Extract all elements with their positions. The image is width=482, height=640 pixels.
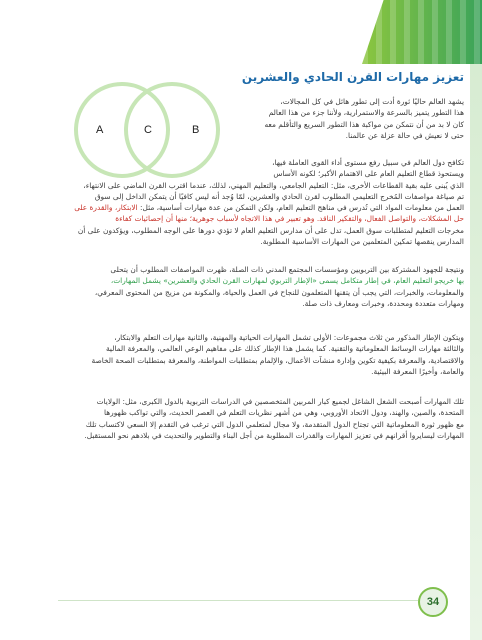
paragraph-line: ويتكون الإطار المذكور من ثلاث مجموعات: الأولى تشمل المهارات الحياتية والمهنية، والثانية مهارات التعلم والابتكار، bbox=[114, 333, 464, 342]
paragraph-line: ومهارات متعددة ومحددة، وخبرات ومعارف ذات صلة. bbox=[302, 298, 464, 308]
paragraph-4 bbox=[19, 332, 464, 377]
paragraph-line: المهارات ليسايروا أقرانهم في تعزيز المهارات والقدرات المطلوبة من أجل البناء والتطوير والتحديث في بلادهم نحو المستقبل. bbox=[84, 430, 464, 440]
paragraph-line: المتحدة، والصين، والهند، ودول الاتحاد الأوروبي، وهي من أشهر نظريات التعلم في العصر الحديث، والتي تواكب ظهورها bbox=[104, 408, 464, 418]
venn-label-a: A bbox=[96, 124, 104, 136]
paragraph-line: والاقتصادية، والمعرفة بكيفية تكوين وإدارة منشآت الأعمال، والإلمام بمتطلبات المواطنة، والمعرفة بمتطلبات الصحة الخاصة bbox=[91, 355, 464, 365]
page-number: 34 bbox=[418, 587, 448, 617]
venn-label-c: C bbox=[144, 124, 152, 136]
paragraph-line: ويستحوذ قطاع التعليم العام على الاهتمام الأكبر؛ لكونه الأساس bbox=[273, 169, 464, 179]
paragraph-1 bbox=[254, 96, 464, 141]
venn-label-b: B bbox=[192, 124, 200, 136]
paragraph-line: هذا التطور يتميز بالسرعة والاستمرارية، ولأننا جزء من هذا العالم bbox=[268, 108, 464, 118]
paragraph-text: العمل من معلومات المواد التي تُدرس في مناهج التعليم العام، ولكن التمكن من عدة مهارات أساسية، مثل: bbox=[140, 203, 464, 213]
paragraph-line: تم صياغة مواصفات المُخرج التعليمي المطلوب لقرن الحادي والعشرين، لمّا وُجد أنه ليس كافيًا أن يتمكن الداخل إلى سوق bbox=[94, 191, 464, 201]
paragraph-line: حتى لا نعيش في حالة عزلة عن عالمنا. bbox=[345, 130, 464, 140]
paragraph-3 bbox=[19, 264, 464, 309]
paragraph-line: المدارس ينقصها تمكين المتعلمين من المهارات الأساسية المطلوبة. bbox=[260, 237, 464, 247]
paragraph-line: مخرجات التعليم لمتطلبات سوق العمل، تدل على أن مدارس التعليم العام لا تؤدي دورها على الوجه المطلوب، ويؤكدون على أن bbox=[77, 225, 464, 235]
paragraph-line: والمعلومات، والخبرات، التي يجب أن يتقنها المتعلمون للنجاح في العمل والحياة، والمكونة من مزيج من المحتوى المعرفي، bbox=[94, 287, 464, 297]
paragraph-2 bbox=[19, 157, 464, 247]
paragraph-line: الذي يُبنى عليه بقية القطاعات الأخرى، مثل: التعليم الجامعي، والتعليم المهني، لذلك، عندما اقترب القرن الماضي على الانتهاء، bbox=[83, 180, 464, 190]
paragraph-line: تلك المهارات أصبحت الشغل الشاغل لجميع كبار المربين المتخصصين في الدراسات التربوية بالدول الكبرى، مثل: الولايات bbox=[96, 397, 464, 406]
paragraph-line: والعامة، وأخيرًا المعرفة البيئية. bbox=[371, 366, 464, 376]
paragraph-line: مع ظهور ثورة المعلوماتية التي تجتاح الدول المتقدمة، ولا مجال لمتعلمي الدول التي ترغب في التقدم إلا السعي لاكتساب تلك bbox=[85, 419, 464, 429]
highlight-skills: الابتكار، والقدرة على bbox=[74, 203, 138, 213]
paragraph-5 bbox=[19, 396, 464, 441]
paragraph-line: والثالثة مهارات الوسائط المعلوماتية والتقنية. كما يشمل هذا الإطار كذلك على مفاهيم الوعي العالمي، والمعرفة المالية bbox=[105, 344, 464, 354]
paragraph-line-highlight: حل المشكلات، والتواصل الفعال، والتفكير الناقد. وهو تعبير في هذا الاتجاه لأسباب جوهرية؛ منها أن إحصائيات كفاءة bbox=[115, 214, 464, 224]
paragraph-line-highlight: بها خريجو التعليم العام، في إطار متكامل يسمى «الإطار التربوي لمهارات القرن الحادي والعشرين» يشمل المهارات، bbox=[110, 276, 464, 286]
footer-rule bbox=[58, 600, 418, 601]
paragraph-line: يشهد العالم حاليًا ثورة أدت إلى تطور هائل في كل المجالات، bbox=[280, 97, 464, 106]
paragraph-line bbox=[19, 202, 464, 213]
side-decoration bbox=[470, 64, 482, 640]
paragraph-line: تكافح دول العالم في سبيل رفع مستوى أداء القوى العاملة فيها، bbox=[272, 158, 464, 167]
header-stripes bbox=[362, 0, 482, 64]
paragraph-line: ونتيجة للجهود المشتركة بين التربويين ومؤسسات المجتمع المدني ذات الصلة، ظهرت المواصفات المطلوب أن يتحلى bbox=[110, 265, 464, 274]
paragraph-line: كان لا بد من أن نتمكن من مواكبة هذا التطور السريع والتأقلم معه bbox=[264, 119, 464, 129]
section-title: تعزيز مهارات القرن الحادي والعشرين bbox=[241, 70, 464, 84]
header-decoration bbox=[362, 0, 482, 64]
